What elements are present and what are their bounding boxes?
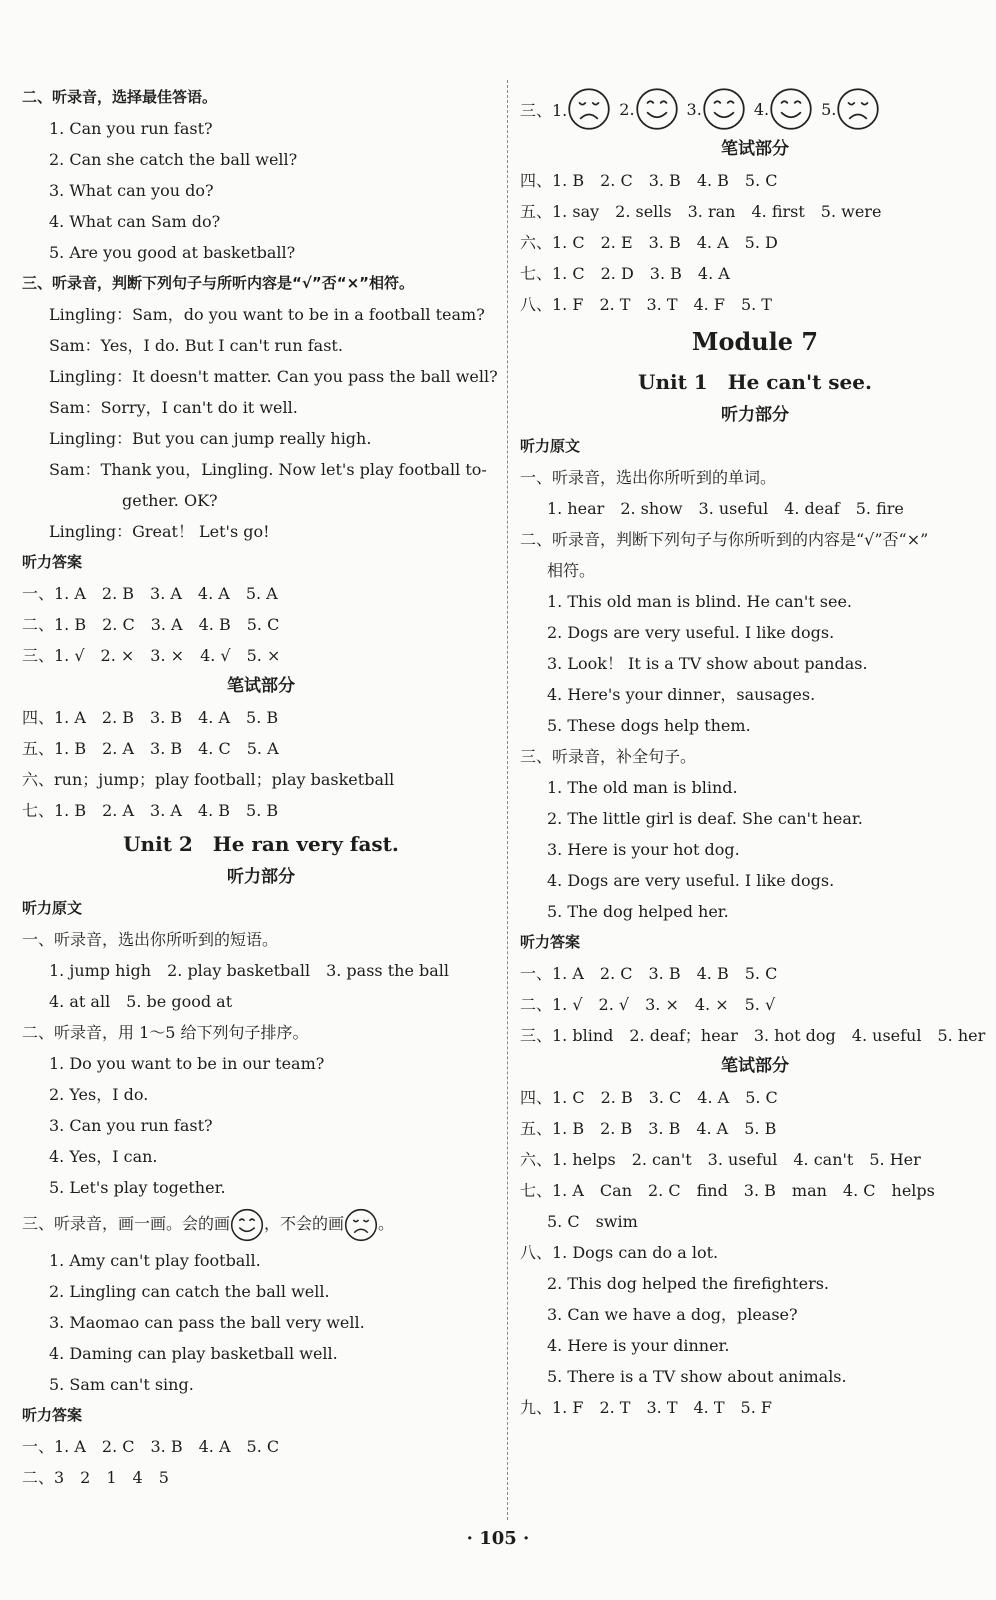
section-heading: 二、听录音，选择最佳答语。 xyxy=(22,88,218,106)
dialog-line: Lingling：Sam，do you want to be in a football team? xyxy=(49,305,485,324)
answer-line: 2. This dog helped the firefighters. xyxy=(547,1274,830,1293)
answer-line: 七、1. B 2. A 3. A 4. B 5. B xyxy=(22,801,279,820)
answer-line: 二、1. B 2. C 3. A 4. B 5. C xyxy=(22,615,280,634)
list-item: 5. Sam can't sing. xyxy=(49,1375,194,1394)
list-item: 4. Daming can play basketball well. xyxy=(49,1344,338,1363)
faces-row xyxy=(520,84,990,134)
unit-title: Unit 2 He ran very fast. xyxy=(123,832,399,856)
list-item: 4. What can Sam do? xyxy=(49,212,221,231)
list-item: 2. The little girl is deaf. She can't hear. xyxy=(547,809,863,828)
list-item: 1. This old man is blind. He can't see. xyxy=(547,592,852,611)
right-column xyxy=(520,84,990,1423)
list-item: 2. Dogs are very useful. I like dogs. xyxy=(547,623,835,642)
list-item: 5. These dogs help them. xyxy=(547,716,751,735)
section-heading: 三、听录音，补全句子。 xyxy=(520,747,697,766)
subheading: 听力原文 xyxy=(520,437,581,455)
answer-line: 一、1. A 2. B 3. A 4. A 5. A xyxy=(22,584,278,603)
list-item: 3. Here is your hot dog. xyxy=(547,840,740,859)
answer-line: 4. Here is your dinner. xyxy=(547,1336,730,1355)
list-item: 4. Here's your dinner，sausages. xyxy=(547,685,816,704)
left-column xyxy=(22,82,500,1493)
section-title: 笔试部分 xyxy=(227,676,295,696)
answer-line: 八、1. F 2. T 3. T 4. F 5. T xyxy=(520,295,772,314)
answer-line: 二、1. √ 2. √ 3. × 4. × 5. √ xyxy=(520,995,776,1014)
list-item: 2. Lingling can catch the ball well. xyxy=(49,1282,330,1301)
column-divider xyxy=(507,80,508,1520)
section-heading: 二、听录音，用 1～5 给下列句子排序。 xyxy=(22,1023,309,1042)
answer-line: 三、1. blind 2. deaf；hear 3. hot dog 4. useful 5. her xyxy=(520,1026,986,1045)
list-item: 4. at all 5. be good at xyxy=(49,992,233,1011)
section-title: 听力部分 xyxy=(721,405,789,425)
section-title: 听力部分 xyxy=(227,867,295,887)
answer-line: 九、1. F 2. T 3. T 4. T 5. F xyxy=(520,1398,772,1417)
list-item: 1. The old man is blind. xyxy=(547,778,738,797)
answer-line: 六、1. C 2. E 3. B 4. A 5. D xyxy=(520,233,778,252)
smiley-face-icon xyxy=(769,87,813,131)
module-title: Module 7 xyxy=(691,327,819,356)
dialog-line: Sam：Sorry，I can't do it well. xyxy=(49,398,298,417)
subheading: 听力原文 xyxy=(22,899,83,917)
section-title: 笔试部分 xyxy=(721,139,789,159)
list-item: 5. Let's play together. xyxy=(49,1178,226,1197)
subheading: 听力答案 xyxy=(520,933,581,951)
answer-line: 五、1. B 2. B 3. B 4. A 5. B xyxy=(520,1119,777,1138)
list-item: 4. Yes，I can. xyxy=(49,1147,158,1166)
answer-line: 八、1. Dogs can do a lot. xyxy=(520,1243,719,1262)
page-number: · 105 · xyxy=(466,1528,530,1549)
sad-face-icon xyxy=(567,87,611,131)
smiley-face-icon xyxy=(702,87,746,131)
list-item: 1. Do you want to be in our team? xyxy=(49,1054,325,1073)
section-heading-cont: 相符。 xyxy=(547,561,596,580)
list-item: 4. Dogs are very useful. I like dogs. xyxy=(547,871,835,890)
answer-line: 二、3 2 1 4 5 xyxy=(22,1468,169,1487)
answer-line: 三、1. √ 2. × 3. × 4. √ 5. × xyxy=(22,646,281,665)
face-number: 5. xyxy=(821,99,837,119)
section-title: 笔试部分 xyxy=(721,1056,789,1076)
list-item: 1. Amy can't play football. xyxy=(49,1251,261,1270)
sad-face-icon xyxy=(344,1208,378,1242)
answer-line: 六、1. helps 2. can't 3. useful 4. can't 5. Her xyxy=(520,1150,921,1169)
heading-text: ，不会的画 xyxy=(264,1214,345,1233)
section-heading: 三、听录音，判断下列句子与所听内容是“√”否“×”相符。 xyxy=(22,274,415,292)
face-number: 4. xyxy=(753,99,770,119)
answer-line: 四、1. A 2. B 3. B 4. A 5. B xyxy=(22,708,279,727)
subheading: 听力答案 xyxy=(22,553,83,571)
answer-line: 五、1. B 2. A 3. B 4. C 5. A xyxy=(22,739,279,758)
unit-title: Unit 1 He can't see. xyxy=(638,370,872,394)
heading-text: 三、听录音，画一画。会的画 xyxy=(22,1214,231,1233)
heading-text: 。 xyxy=(378,1214,395,1233)
answer-line: 四、1. B 2. C 3. B 4. B 5. C xyxy=(520,171,778,190)
list-item: 5. The dog helped her. xyxy=(547,902,729,921)
list-item: 3. Can you run fast? xyxy=(49,1116,213,1135)
answer-line: 一、1. A 2. C 3. B 4. B 5. C xyxy=(520,964,778,983)
answer-line: 四、1. C 2. B 3. C 4. A 5. C xyxy=(520,1088,778,1107)
smiley-face-icon xyxy=(230,1208,264,1242)
answer-line: 七、1. C 2. D 3. B 4. A xyxy=(520,264,730,283)
sad-face-icon xyxy=(836,87,880,131)
face-number: 3. xyxy=(686,99,702,119)
faces-label: 三、1. xyxy=(520,100,568,120)
section-heading: 二、听录音，判断下列句子与你所听到的内容是“√”否“×” xyxy=(520,530,929,549)
dialog-line: Lingling：It doesn't matter. Can you pass the ball well? xyxy=(49,367,498,386)
list-item: 3. Maomao can pass the ball very well. xyxy=(49,1313,365,1332)
list-item: 2. Yes，I do. xyxy=(49,1085,149,1104)
list-item: 1. hear 2. show 3. useful 4. deaf 5. fire xyxy=(547,499,904,518)
answer-line: 5. C swim xyxy=(547,1212,638,1231)
answer-line: 六、run；jump；play football；play basketball xyxy=(22,770,395,789)
list-item: 3. Look！ It is a TV show about pandas. xyxy=(547,654,868,673)
section-heading: 一、听录音，选出你所听到的单词。 xyxy=(520,468,777,487)
list-item: 1. jump high 2. play basketball 3. pass the ball xyxy=(49,961,450,980)
answer-line: 五、1. say 2. sells 3. ran 4. first 5. were xyxy=(520,202,882,221)
section-heading xyxy=(22,1203,500,1245)
dialog-line: Lingling：But you can jump really high. xyxy=(49,429,372,448)
subheading: 听力答案 xyxy=(22,1406,83,1424)
list-item: 5. Are you good at basketball? xyxy=(49,243,296,262)
section-heading: 一、听录音，选出你所听到的短语。 xyxy=(22,930,279,949)
face-number: 2. xyxy=(619,99,635,119)
dialog-line: gether. OK? xyxy=(122,491,218,510)
answer-line: 七、1. A Can 2. C find 3. B man 4. C helps xyxy=(520,1181,935,1200)
answer-line: 5. There is a TV show about animals. xyxy=(547,1367,847,1386)
dialog-line: Sam：Yes，I do. But I can't run fast. xyxy=(49,336,343,355)
list-item: 3. What can you do? xyxy=(49,181,214,200)
list-item: 1. Can you run fast? xyxy=(49,119,213,138)
answer-line: 3. Can we have a dog，please? xyxy=(547,1305,798,1324)
list-item: 2. Can she catch the ball well? xyxy=(49,150,298,169)
smiley-face-icon xyxy=(635,87,679,131)
dialog-line: Sam：Thank you，Lingling. Now let's play football to- xyxy=(49,460,487,479)
dialog-line: Lingling：Great！ Let's go! xyxy=(49,522,270,541)
answer-line: 一、1. A 2. C 3. B 4. A 5. C xyxy=(22,1437,280,1456)
